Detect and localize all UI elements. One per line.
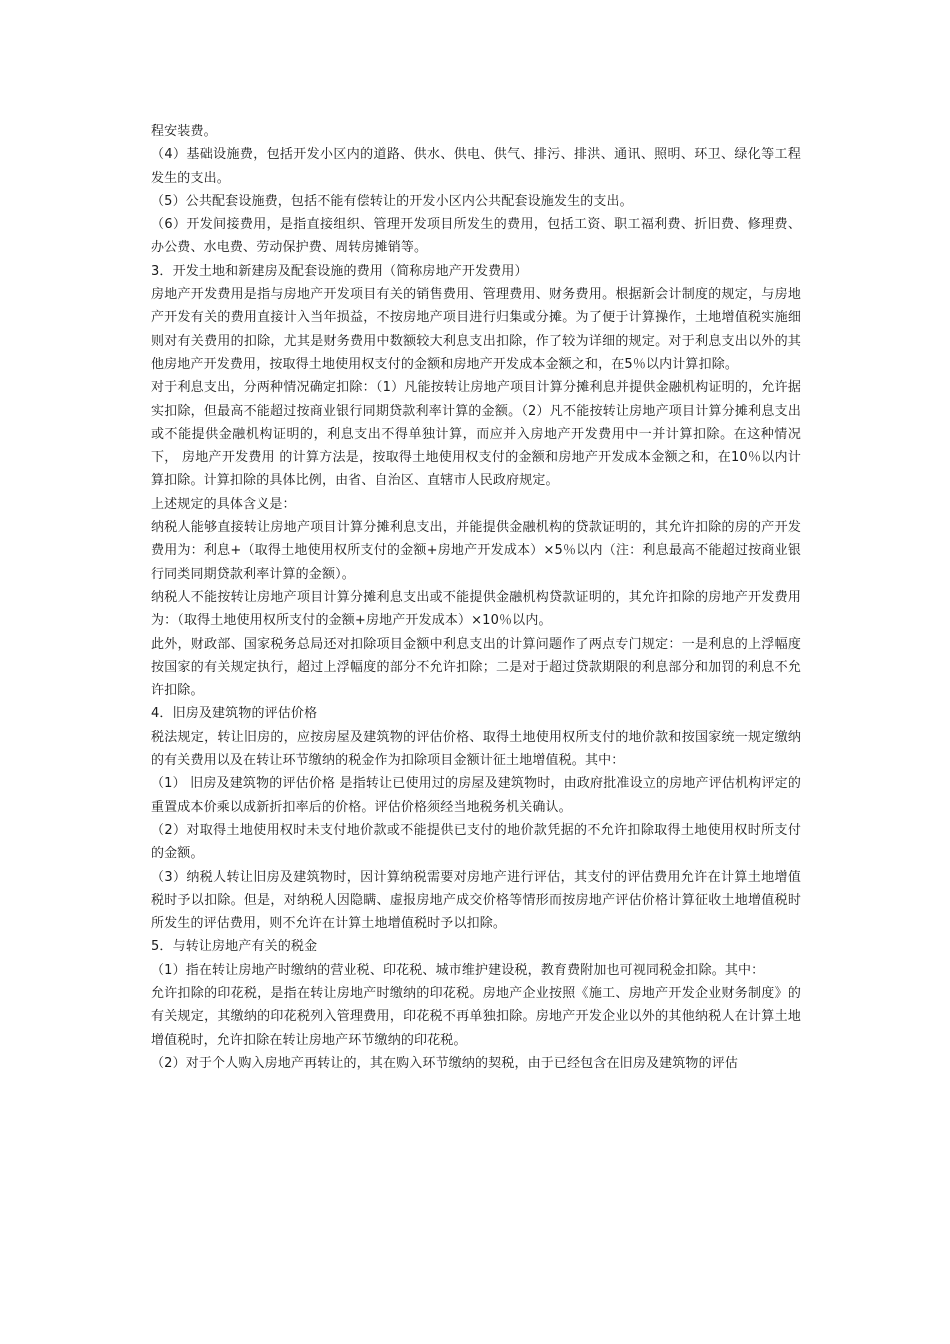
paragraph-meaning-intro: 上述规定的具体含义是： [151,496,296,512]
section-heading-5: 5．与转让房地产有关的税金 [151,939,318,955]
paragraph-public-facilities-cost: （5）公共配套设施费，包括不能有偿转让的开发小区内公共配套设施发生的支出。 [151,193,633,209]
paragraph-infrastructure-cost: （4）基础设施费，包括开发小区内的道路、供水、供电、供气、排污、排洪、通讯、照明、环卫、绿化等工程发生的支出。 [151,147,801,186]
paragraph-interest-rules: 此外，财政部、国家税务总局还对扣除项目金额中利息支出的计算问题作了两点专门规定：一是利息的上浮幅度按国家的有关规定执行，超过上浮幅度的部分不允许扣除；二是对于超过贷款期限的利息部分和加罚的利息不允许扣除。 [151,636,801,699]
document-page [151,120,801,1075]
section-heading-3: 3．开发土地和新建房及配套设施的费用（简称房地产开发费用） [151,263,528,279]
paragraph-formula-10-percent: 纳税人不能按转让房地产项目计算分摊利息支出或不能提供金融机构贷款证明的，其允许扣除的房地产开发费用为：（取得土地使用权所支付的金额+房地产开发成本）×10％以内。 [151,589,801,629]
paragraph-stamp-tax: 允许扣除的印花税，是指在转让房地产时缴纳的印花税。房地产企业按照《施工、房地产开发企业财务制度》的有关规定，其缴纳的印花税列入管理费用，印花税不再单独扣除。房地产开发企业以外的其他纳税人在计算土地增值税时，允许扣除在转让房地产环节缴纳的印花税。 [151,985,801,1048]
paragraph-development-expenses: 房地产开发费用是指与房地产开发项目有关的销售费用、管理费用、财务费用。根据新会计制度的规定，与房地产开发有关的费用直接计入当年损益，不按房地产项目进行归集或分摊。为了便于计算操作，土地增值税实施细则对有关费用的扣除，尤其是财务费用中数额较大利息支出扣除，作了较为详细的规定。对于利息支出以外的其他房地产开发费用，按取得土地使用权支付的金额和房地产开发成本金额之和，在5％以内计算扣除。 [151,287,801,372]
paragraph-old-house-3: （3）纳税人转让旧房及建筑物时，因计算纳税需要对房地产进行评估，其支付的评估费用允许在计算土地增值税时予以扣除。但是，对纳税人因隐瞒、虚报房地产成交价格等情形而按房地产评估价格计算征收土地增值税时所发生的评估费用，则不允许在计算土地增值税时予以扣除。 [151,869,801,932]
paragraph-indirect-cost: （6）开发间接费用，是指直接组织、管理开发项目所发生的费用，包括工资、职工福利费、折旧费、修理费、办公费、水电费、劳动保护费、周转房摊销等。 [151,217,801,256]
paragraph-interest-expenses: 对于利息支出，分两种情况确定扣除：（1）凡能按转让房地产项目计算分摊利息并提供金融机构证明的，允许据实扣除，但最高不能超过按商业银行同期贷款利率计算的金额。（2）凡不能按转让房地产项目计算分摊利息支出或不能提供金融机构证明的，利息支出不得单独计算，而应并入房地产开发费用中一并计算扣除。在这种情况下， 房地产开发费用 的计算方法是，按取得土地使用权支付的金额和房地产开发成本金额之和，在10％以内计算扣除。计算扣除的具体比例，由省、自治区、直辖市人民政府规定。 [151,380,801,489]
paragraph-old-house-1: （1） 旧房及建筑物的评估价格 是指转让已使用过的房屋及建筑物时，由政府批准设立的房地产评估机构评定的重置成本价乘以成新折扣率后的价格。评估价格须经当地税务机关确认。 [151,776,801,815]
paragraph-taxes-2: （2）对于个人购入房地产再转让的，其在购入环节缴纳的契税，由于已经包含在旧房及建筑物的评估 [151,1055,739,1071]
paragraph-old-house-2: （2）对取得土地使用权时未支付地价款或不能提供已支付的地价款凭据的不允许扣除取得土地使用权时所支付的金额。 [151,822,801,862]
paragraph-taxes-1: （1）指在转让房地产时缴纳的营业税、印花税、城市维护建设税，教育费附加也可视同税金扣除。其中： [151,962,765,978]
paragraph-continuation: 程安装费。 [151,124,217,139]
paragraph-old-house-rule: 税法规定，转让旧房的，应按房屋及建筑物的评估价格、取得土地使用权所支付的地价款和按国家统一规定缴纳的有关费用以及在转让环节缴纳的税金作为扣除项目金额计征土地增值税。其中： [151,729,801,769]
section-heading-4: 4．旧房及建筑物的评估价格 [151,706,318,722]
paragraph-formula-5-percent: 纳税人能够直接转让房地产项目计算分摊利息支出，并能提供金融机构的贷款证明的，其允许扣除的房的产开发费用为：利息+（取得土地使用权所支付的金额+房地产开发成本）×5％以内（注：利息最高不能超过按商业银行同类同期贷款利率计算的金额）。 [151,520,801,582]
